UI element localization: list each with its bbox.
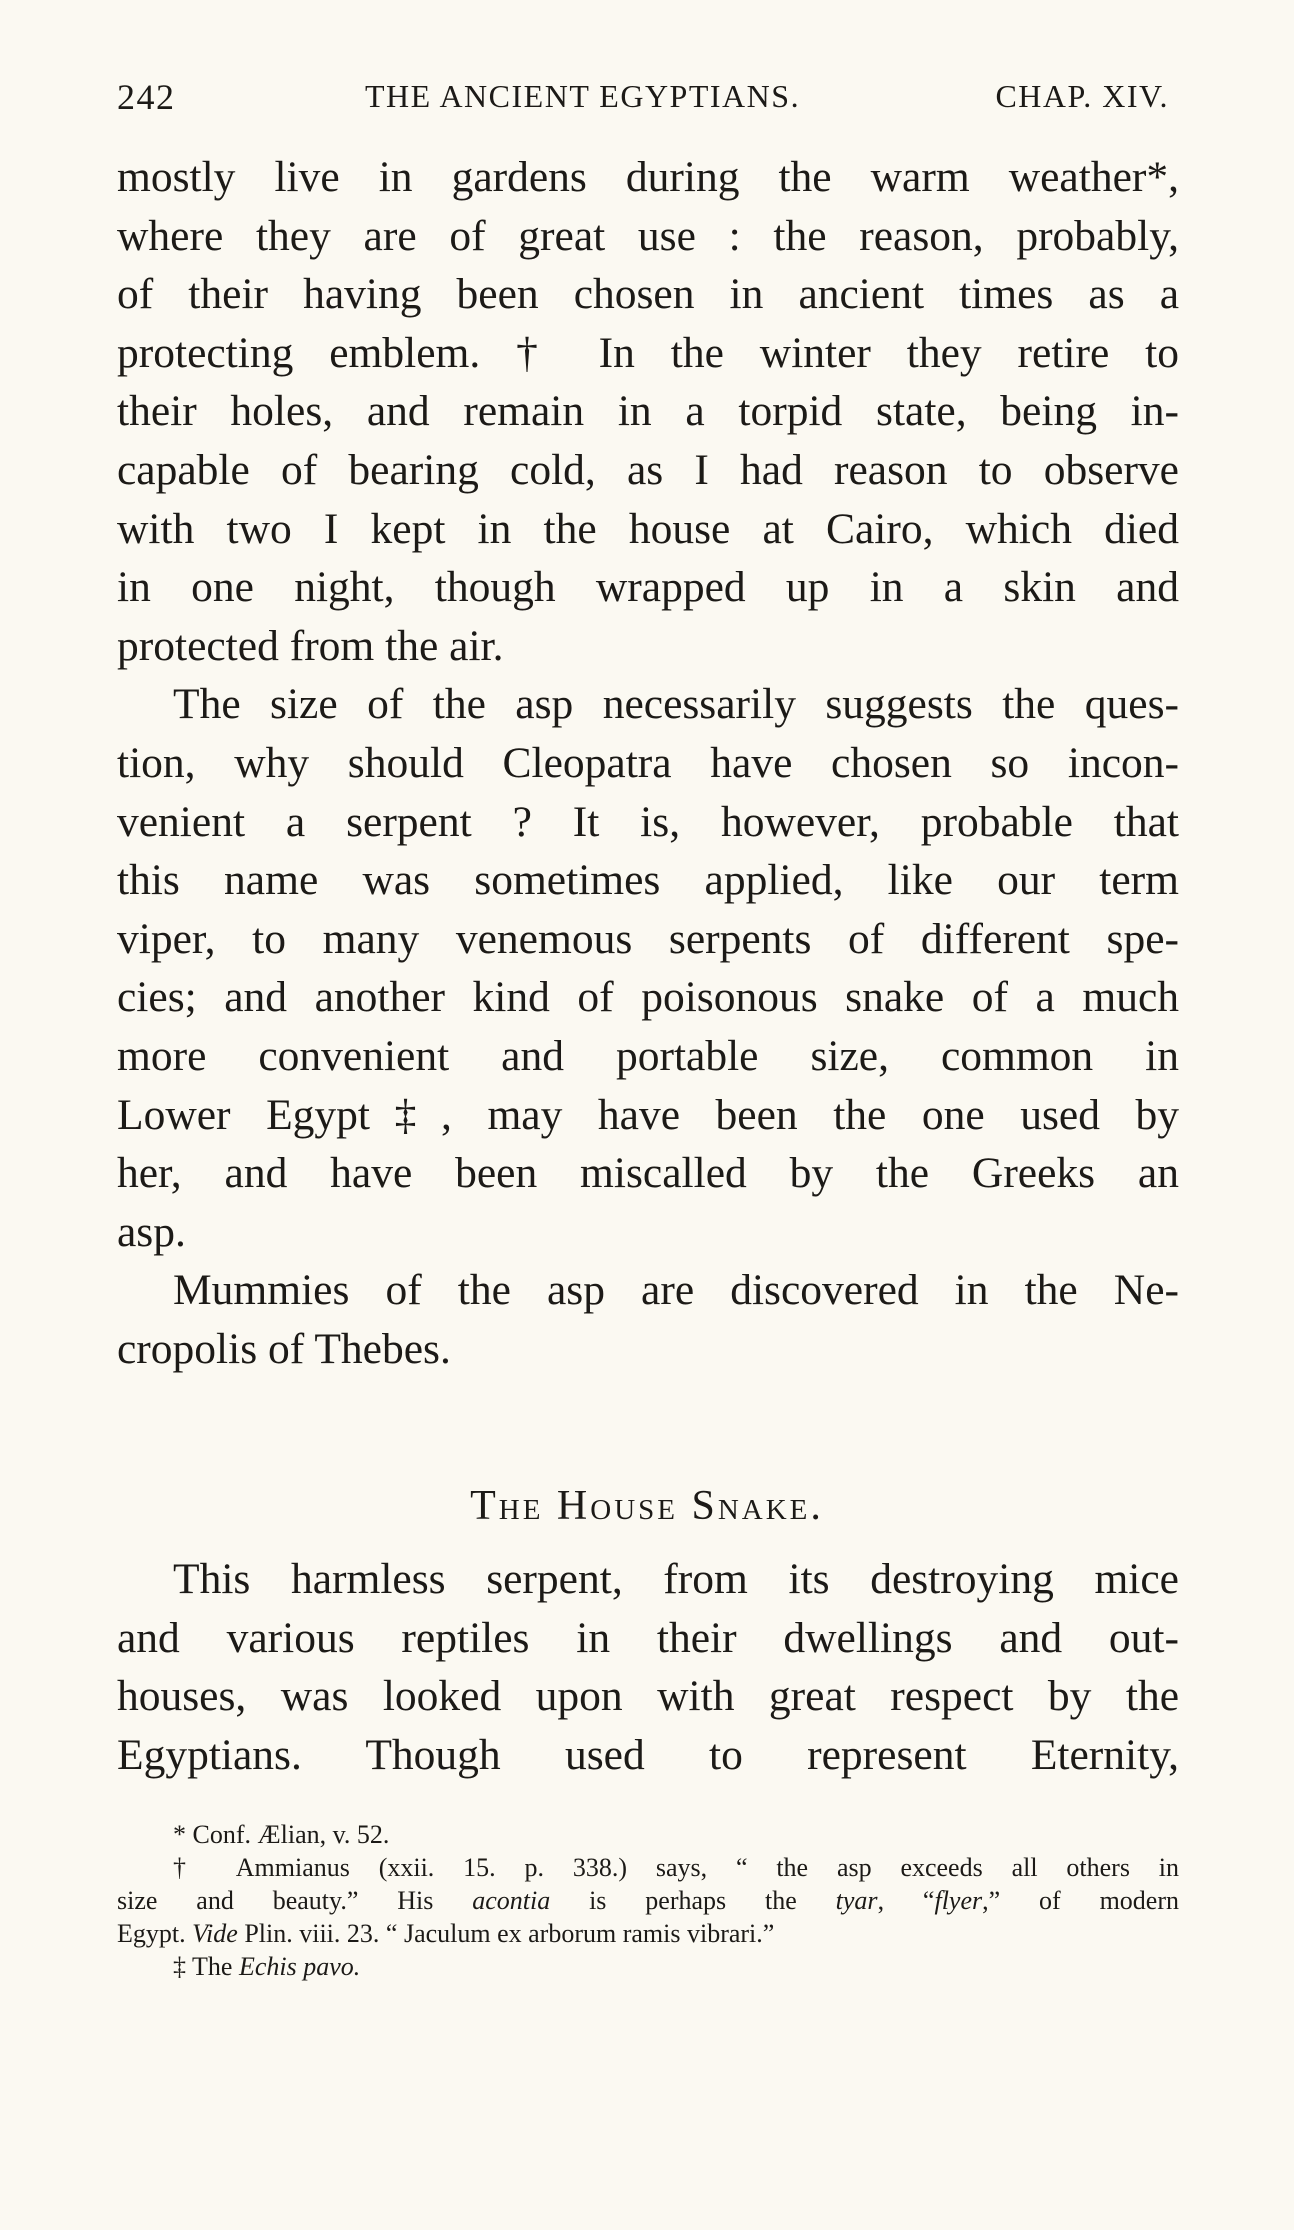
section-heading: The House Snake. [470,1483,824,1529]
chapter-label: CHAP. XIV. [995,78,1169,114]
text-line: in one night, though wrapped up in a skin and [117,563,1179,612]
text-line: Lower Egypt‡, may have been the one used by [117,1090,1179,1139]
footnote-text: is perhaps the [550,1886,836,1915]
running-header [117,76,1169,126]
footnote-italic: Echis pavo. [238,1952,361,1981]
text-line: viper, to many venemous serpents of different spe- [117,914,1179,963]
page-number: 242 [117,77,176,117]
text-line: more convenient and portable size, common in [117,1031,1179,1080]
main-text-continued [117,1550,1179,1784]
footnote: † Ammianus (xxii. 15. p. 338.) says, “ the asp exceeds all others in [173,1853,1179,1882]
footnotes [117,1818,1179,1983]
text-line: this name was sometimes applied, like our term [117,856,1179,905]
running-title: THE ANCIENT EGYPTIANS. [365,78,801,114]
text-line: The size of the asp necessarily suggests the ques- [173,680,1179,729]
footnote-italic: acontia [472,1886,551,1915]
footnote-text: Egypt. [117,1919,193,1948]
text-line: their holes, and remain in a torpid state, being in- [117,387,1179,436]
text-line: with two I kept in the house at Cairo, which died [117,504,1179,553]
text-line: and various reptiles in their dwellings and out- [117,1613,1179,1662]
footnote-text: , “ [877,1886,935,1915]
text-line: houses, was looked upon with great respect by the [117,1672,1179,1721]
text-line: mostly live in gardens during the warm weather*, [117,153,1179,201]
text-line: protecting emblem. † In the winter they retire to [117,328,1179,377]
text-line: of their having been chosen in ancient times as a [117,270,1179,319]
footnote-continuation [117,1884,1179,1917]
footnote-continuation [117,1917,1179,1950]
footnote-italic: Vide [192,1919,238,1948]
footnote-italic: flyer [934,1886,983,1915]
footnote-text: ,” of modern [982,1886,1179,1915]
text-line: where they are of great use : the reason, probably, [117,211,1179,260]
text-line: cropolis of Thebes. [117,1324,451,1373]
text-line: protected from the air. [117,621,504,670]
footnote-text: size and beauty.” His [117,1886,473,1915]
footnote: * Conf. Ælian, v. 52. [173,1820,390,1849]
text-line: her, and have been miscalled by the Greeks an [117,1149,1179,1198]
footnote-italic: tyar [835,1886,878,1915]
footnote [117,1950,1179,1983]
text-line: asp. [117,1207,186,1256]
text-line: This harmless serpent, from its destroying mice [173,1555,1179,1603]
text-line: tion, why should Cleopatra have chosen so incon- [117,738,1179,787]
text-line: venient a serpent ? It is, however, probable that [117,797,1179,846]
text-line: Egyptians. Though used to represent Eternity, [117,1730,1179,1779]
text-line: cies; and another kind of poisonous snake of a much [117,973,1179,1022]
footnote-text: ‡ The [173,1952,239,1981]
footnote-text: Plin. viii. 23. “ Jaculum ex arborum ramis vibrari.” [237,1919,775,1948]
text-line: capable of bearing cold, as I had reason to observe [117,445,1179,494]
text-line: Mummies of the asp are discovered in the Ne- [173,1266,1179,1315]
main-text [117,148,1179,1378]
